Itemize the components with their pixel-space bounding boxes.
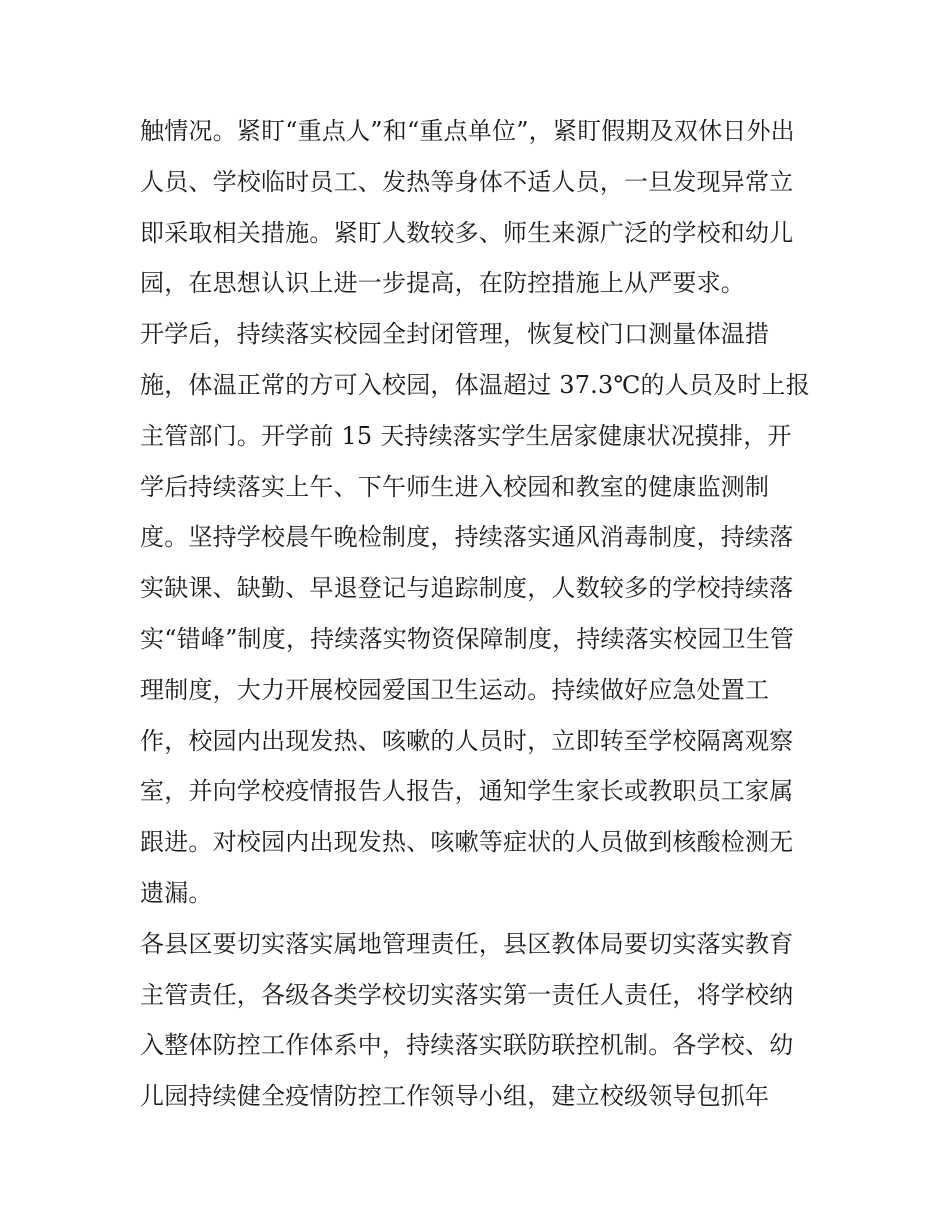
body-text (140, 106, 830, 1122)
text-line-8: 学后持续落实上午、下午师生进入校园和教室的健康监测制 (140, 472, 770, 501)
text-line-5: 开学后，持续落实校园全封闭管理，恢复校门口测量体温措 (140, 320, 770, 349)
text-line-6: 施，体温正常的方可入校园，体温超过 37.3℃的人员及时上报 (140, 370, 810, 399)
text-line-10: 实缺课、缺勤、早退登记与追踪制度，人数较多的学校持续落 (140, 574, 794, 603)
text-line-18: 主管责任，各级各类学校切实落实第一责任人责任，将学校纳 (140, 980, 794, 1009)
text-line-9: 度。坚持学校晨午晚检制度，持续落实通风消毒制度，持续落 (140, 523, 794, 552)
text-line-17: 各县区要切实落实属地管理责任，县区教体局要切实落实教育 (140, 929, 794, 958)
text-line-7: 主管部门。开学前 15 天持续落实学生居家健康状况摸排，开 (140, 421, 792, 450)
text-line-13: 作，校园内出现发热、咳嗽的人员时，立即转至学校隔离观察 (140, 726, 794, 755)
text-line-1: 触情况。紧盯“重点人”和“重点单位”，紧盯假期及双休日外出 (140, 117, 795, 145)
text-line-4: 园，在思想认识上进一步提高，在防控措施上从严要求。 (140, 269, 745, 298)
text-line-2: 人员、学校临时员工、发热等身体不适人员，一旦发现异常立 (140, 167, 794, 196)
text-line-3: 即采取相关措施。紧盯人数较多、师生来源广泛的学校和幼儿 (140, 218, 794, 247)
text-line-15: 跟进。对校园内出现发热、咳嗽等症状的人员做到核酸检测无 (140, 828, 794, 857)
text-line-19: 入整体防控工作体系中，持续落实联防联控机制。各学校、幼 (140, 1031, 794, 1060)
text-line-16: 遗漏。 (140, 878, 213, 907)
text-line-14: 室，并向学校疫情报告人报告，通知学生家长或教职员工家属 (140, 777, 794, 806)
text-line-12: 理制度，大力开展校园爱国卫生运动。持续做好应急处置工 (140, 675, 770, 704)
text-line-20: 儿园持续健全疫情防控工作领导小组，建立校级领导包抓年 (140, 1082, 770, 1111)
text-line-11: 实“错峰”制度，持续落实物资保障制度，持续落实校园卫生管 (140, 624, 795, 653)
